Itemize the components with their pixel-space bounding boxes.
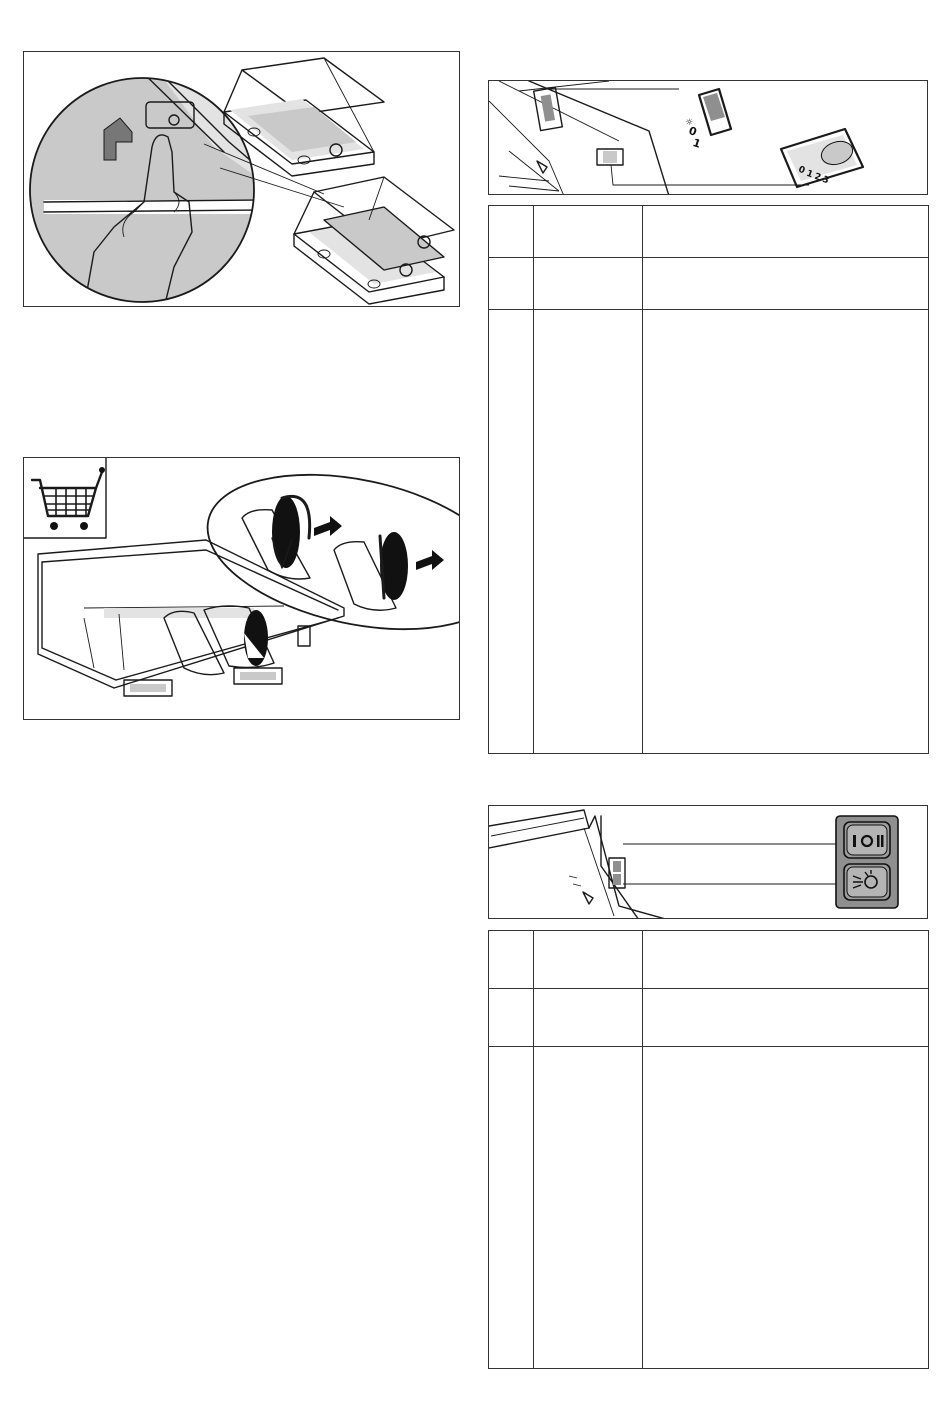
table-row: [489, 206, 929, 258]
table-cell: [643, 258, 929, 310]
table-row: [489, 258, 929, 310]
table-cell: [643, 310, 929, 754]
figure-rocker-switches: [488, 805, 928, 919]
light-icon-glyph: ☼: [685, 118, 694, 128]
rotary-position-3: 3: [820, 174, 831, 187]
table-cell: [489, 258, 534, 310]
hood-unit-open: [294, 177, 454, 304]
table-cell: [489, 1047, 534, 1369]
figure-filter-removal: [23, 51, 460, 307]
table-cell: [534, 310, 643, 754]
upper-spec-table: [488, 205, 929, 754]
table-cell: [643, 206, 929, 258]
table-row: [489, 989, 929, 1047]
table-cell: [643, 989, 929, 1047]
table-cell: [534, 1047, 643, 1369]
switch-panel-illustration: [489, 81, 928, 195]
table-cell: [489, 989, 534, 1047]
table-cell: [643, 931, 929, 989]
rocker-switch-detail: [685, 89, 731, 151]
charcoal-filter-illustration: [24, 458, 460, 720]
filter-removal-illustration: [24, 52, 460, 307]
table-row: [489, 310, 929, 754]
lower-spec-table: [488, 930, 929, 1369]
table-cell: [534, 989, 643, 1047]
table-cell: [489, 310, 534, 754]
table-row: [489, 931, 929, 989]
filter-detail-oval: [193, 458, 460, 654]
rocker-position-1: 1: [691, 136, 703, 151]
table-cell: [534, 931, 643, 989]
table-cell: [643, 1047, 929, 1369]
table-cell: [534, 206, 643, 258]
figure-switch-panel: [488, 80, 928, 195]
rocker-switches-illustration: [489, 806, 928, 919]
rotary-position-1: 1: [804, 168, 815, 181]
hood-fan-unit: [38, 540, 344, 696]
rocker-position-0: 0: [687, 124, 699, 139]
rotary-position-0: 0: [796, 164, 807, 177]
rotary-switch-detail: [781, 129, 863, 187]
table-row: [489, 1047, 929, 1369]
shopping-cart-icon: [24, 458, 106, 538]
table-cell: [489, 931, 534, 989]
table-cell: [489, 206, 534, 258]
table-cell: [534, 258, 643, 310]
figure-charcoal-filter: [23, 457, 460, 720]
rotary-position-2: 2: [812, 171, 823, 184]
